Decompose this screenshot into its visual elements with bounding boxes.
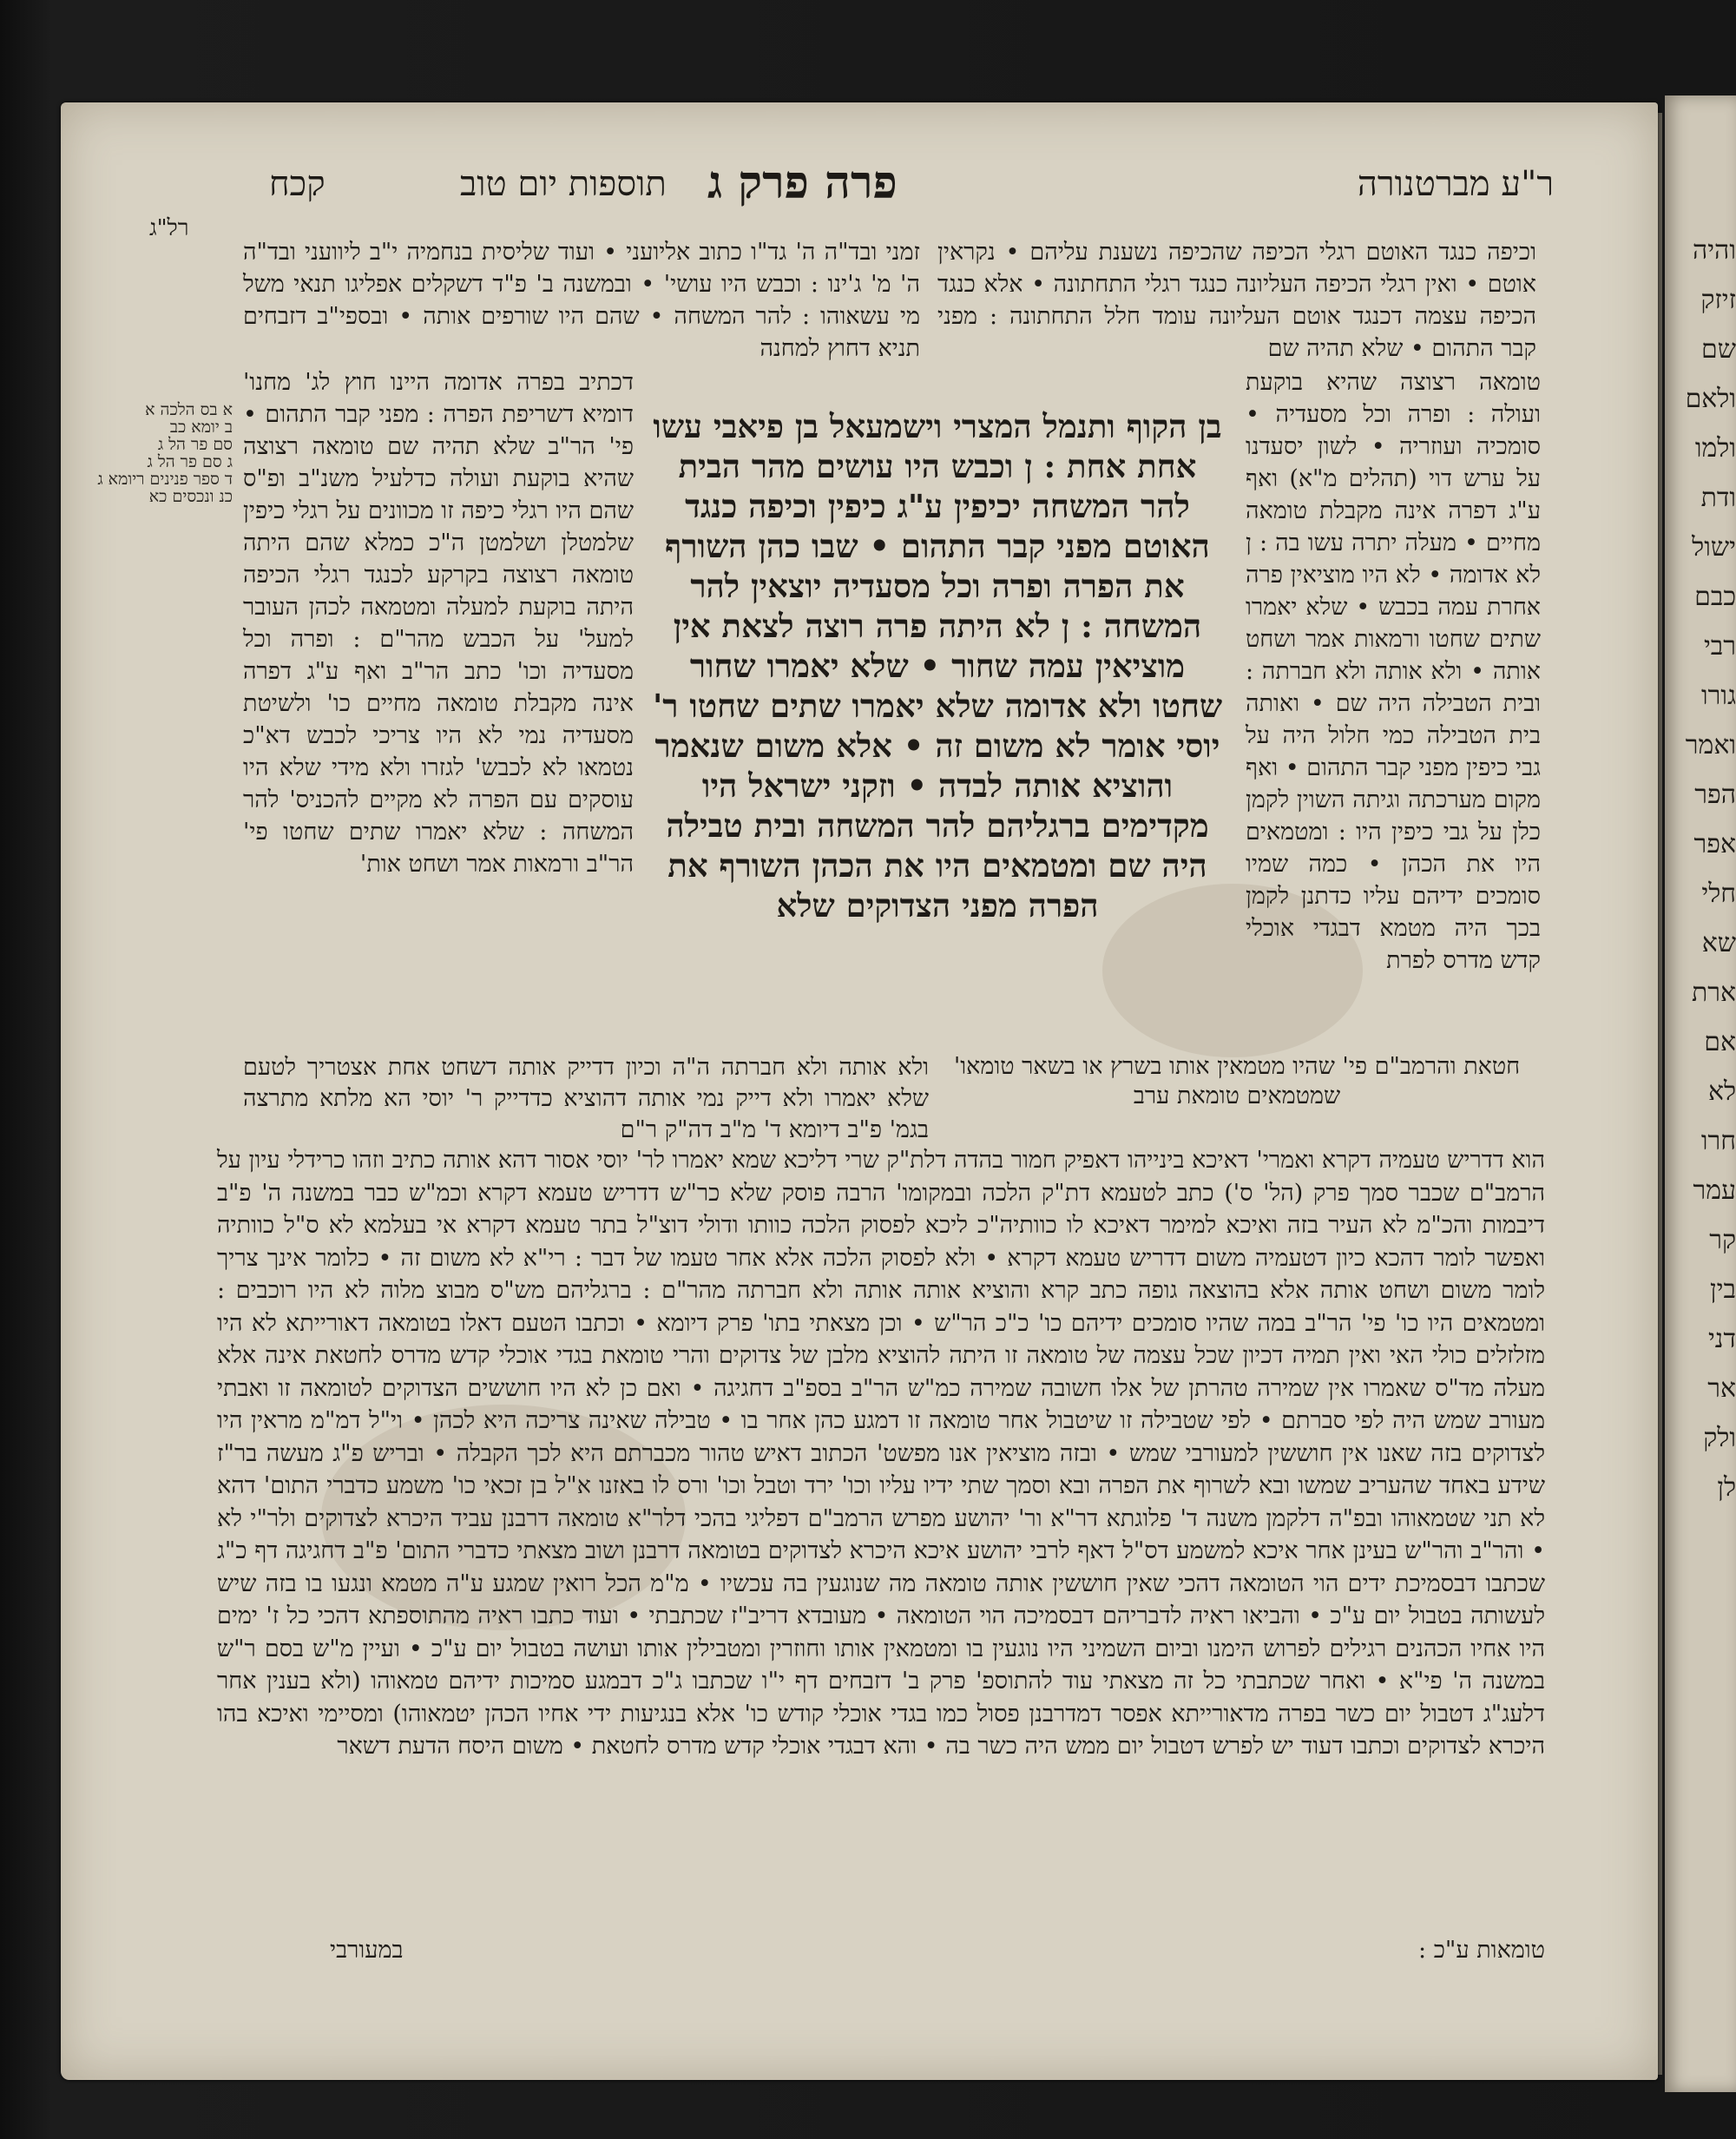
adjacent-page-line: ארת <box>1691 977 1736 1008</box>
bartenura-commentary-tail: חטאת והרמב"ם פי' שהיו מטמאין אותו בשרץ או בשאר טומאו' שמטמאים טומאת ערב <box>953 1053 1521 1109</box>
tosafot-commentary-column: דכתיב בפרה אדומה היינו חוץ לג' מחנו' דומיא דשריפת הפרה : מפני קבר התהום • פי' הר"ב שלא תהיה שם טומאה רצוצה שהיא בוקעת ועולה כדלעיל משנ"ב ופ"ס שהם היו רגלי כיפה זו מכוונים על רגלי כיפין שלמטלן ושלמטן ה"כ כמלא שהם היתה טומאה רצוצה בקרקע לכנגד רגלי הכיפה היתה בוקעת למעלה ומטמאה לכהן העובר למעל' על הכבש מהר"ם : ופרה וכל מסעדיה וכו' כתב הר"ב ואף ע"ג דפרה אינה מקבלת טומאה מחיים כו' ולשיטת מסעדיה נמי לא היו צריכי לכבש דא"כ נטמאו לא לכבש' לגזרו ולא מידי שלא היו עוסקים עם הפרה לא מקיים להכניס' להר המשחה : שלא יאמרו שתים שחטו פי' הר"ב ורמאות אמר ושחט אות' <box>243 369 634 878</box>
adjacent-page-line: גורו <box>1701 681 1736 711</box>
adjacent-page-line: אפר <box>1693 829 1736 859</box>
adjacent-page-line: אם <box>1704 1027 1736 1057</box>
folio-number: קכח <box>269 164 326 204</box>
tosafot-commentary-end <box>330 1934 1545 2004</box>
adjacent-page-line: חלי <box>1701 879 1736 909</box>
adjacent-page-line: לא <box>1707 1076 1736 1107</box>
adjacent-page-line: ולק <box>1703 1423 1736 1453</box>
tosafot-end-text: טומאות ע"כ : <box>1418 1937 1545 1964</box>
adjacent-page-line: ולמו <box>1694 433 1736 464</box>
marginal-reference: כנ ונכסים כא <box>148 487 233 506</box>
adjacent-page-line: ואמר <box>1685 730 1736 760</box>
secondary-folio-number: רל"ג <box>149 215 189 241</box>
tosafot-commentary-top: זמני ובד"ה ה' גד"ו כתוב אליועני • ועוד שליסית בנחמיה י"ב ליוועני ובד"ה ה' מ' ג'ינו : וכבש היו עושי' • ובמשנה ב' פ"ד דשקלים אפליגו תנאי משל מי עשאוהו : להר המשחה • שהם היו שורפים אותה • ובספי"ב דזבחים תניא דחוץ למחנה <box>243 239 920 362</box>
adjacent-page-line: והיה <box>1692 235 1736 266</box>
adjacent-page-line: ולאם <box>1685 384 1736 414</box>
marginal-reference: א בס הלכה א <box>145 400 233 419</box>
bartenura-commentary-top: וכיפה כנגד האוטם רגלי הכיפה שהכיפה נשענת עליהם • נקראין אוטם • ואין רגלי הכיפה העליונה כנגד רגלי התחתונה • אלא כנגד הכיפה עצמה דכנגד אוטם העליונה עומד חלל התחתונה : מפני קבר התהום • שלא תהיה שם <box>937 239 1536 362</box>
mishnah-text: בן הקוף ותנמל המצרי וישמעאל בן פיאבי עשו אחת אחת : ן וכבש היו עושים מהר הבית להר המשחה יכיפין ע"ג כיפין וכיפה כנגד האוטם מפני קבר התהום • שבו כהן השורף את הפרה ופרה וכל מסעדיה יוצאין להר המשחה : ן לא היתה פרה רוצה לצאת אין מוציאין עמה שחור • שלא יאמרו שחור שחטו ולא אדומה שלא יאמרו שתים שחטו ר' יוסי אומר לא משום זה • אלא משום שנאמר והוציא אותה לבדה • וזקני ישראל היו מקדימים ברגליהם להר המשחה ובית טבילה היה שם ומטמאים היו את הכהן השורף את הפרה מפני הצדוקים שלא <box>652 407 1223 925</box>
adjacent-page-line: שם <box>1701 334 1736 365</box>
bartenura-commentary-column: טומאה רצוצה שהיא בוקעת ועולה : ופרה וכל מסעדיה • סומכיה ועוזריה • לשון יסעדנו על ערש דוי (תהלים מ"א) ואף ע"ג דפרה אינה מקבלת טומאה מחיים • מעלה יתרה עשו בה : ן לא אדומה • לא היו מוציאין פרה אחרת עמה בכבש • שלא יאמרו שתים שחטו ורמאות אמר ושחט אותה • ולא אותה ולא חברתה : ובית הטבילה היה שם • ואותה בית הטבילה כמי חלול היה על גבי כיפין מפני קבר התהום • ואף מקום מערכתה וגיתה השוין לקמן כלן על גבי כיפין היו : ומטמאים היו את הכהן • כמה שמיו סומכים ידיהם עליו כדתנן לקמן בכך היה מטמא דבגדי אוכלי קדש מדרס לפרת <box>1246 369 1541 974</box>
adjacent-page-line: שא <box>1701 928 1736 958</box>
adjacent-page-line: הפר <box>1694 780 1736 810</box>
running-header <box>269 156 1554 224</box>
header-tractate-chapter: פרה פרק ג <box>707 156 898 209</box>
tosafot-commentary-tail: ולא אותה ולא חברתה ה"ה וכיון דדייק אותה דשחט אחת אצטריך לטעם שלא יאמרו ולא דייק נמי אותה דהוציא כדדייק ר' יוסי הא מלתא מתרצה בגמ' פ"ב דיומא ד' מ"ב דה"ק ר"ם <box>243 1054 929 1143</box>
adjacent-page-line: רבי <box>1703 631 1736 661</box>
marginal-reference: ג סם פר הל ג <box>147 452 233 471</box>
adjacent-page-line: ישול <box>1692 532 1736 563</box>
tosafot-end-catchword: במעורבי <box>330 1937 404 1964</box>
adjacent-page-line: קר <box>1709 1225 1736 1255</box>
adjacent-page-line: דני <box>1707 1324 1736 1354</box>
marginal-reference: ב יומא כב <box>169 418 233 437</box>
marginal-reference: ד ספר פנינים ריומא ג <box>97 470 233 489</box>
adjacent-page-line: אר <box>1707 1373 1736 1404</box>
adjacent-page-line: לן <box>1717 1472 1736 1503</box>
header-tosafot-title: תוספות יום טוב <box>460 164 667 204</box>
adjacent-page <box>1665 95 1736 2092</box>
adjacent-page-text <box>1665 226 1736 1512</box>
header-bartenura-title: ר"ע מברטנורה <box>1357 164 1554 204</box>
adjacent-page-line: ודת <box>1700 483 1736 513</box>
marginal-references <box>97 400 233 506</box>
adjacent-page-line: בין <box>1710 1274 1736 1305</box>
marginal-reference: סם פר הל ג <box>157 435 233 454</box>
adjacent-page-line: חרו <box>1700 1126 1736 1156</box>
adjacent-page-line: עמר <box>1693 1175 1736 1206</box>
tosafot-commentary-bottom: הוא דדריש טעמיה דקרא ואמרי' דאיכא בינייהו דאפיק חמור בהדה דלת"ק שרי דליכא שמא יאמרו לר' יוסי אסור דהא אותה כתיב וזהו כרידלי עיון על הרמב"ם שכבר סמך פרק (הל' ס') כתב לטעמא דת"ק הלכה ובמקומו' הרבה פוסק שלא כר"ש דדריש טעמא דקרא וכמ"ש כבר במשנה ה' פ"ב דיבמות והכ"מ לא העיר בזה ואיכא למימר דאיכא לו כוותיה"כ ליכא לפסוק הלכה כוותו ודולי דוצ"ל בתר טעמא דקרא אי בעלמא לא ס"ל כוותיה ואפשר לומר דהכא כיון דטעמיה משום דדריש טעמא דקרא • ולא לפסוק הלכה אלא אחר טעמו של דבר : רי"א לא משום זה • כלומר אינך צריך לומר משום ושחט אותה אלא בהוצאה גופה כתב קרא והוציא אותה אותה ולא חברתה מהר"ם : ברגליהם מש"ס מבוצ מלוה לא היו רוכבים : ומטמאים היו כו' פי' הר"ב במה שהיו סומכים ידיהם כו' כ"כ הר"ש • וכן מצאתי בתו' פרק דיומא • וכתבו הטעם דאלו בטומאה דאורייתא לא היו מזלזלים כולי האי ואין תמיה דכיון שכל עצמה של טומאה זו היתה להוציא מלבן של צדוקים והרי טומאת בגדי אוכלי קדש מדרס לחטאת אינה אלא מעלה מד"ס שאמרו אין שמירה טהרתן של אלו חשובה שמירה כמ"ש הר"ב בספ"ב דחגיגה • ואם כן לא היו חוששים הצדוקים לטומאה זו ואבתי מעורב שמש היה לפי סברתם • לפי שטבילה זו שיטבול אחר טומאה זו דמגע כהן אחר בו • טבילה שאינה צריכה היא לכהן • וי"ל דמ"מ מראין היו לצדוקים בזה שאנו אין חוששין למעורבי שמש • ובזה מוציאין אנו מפשט' הכתוב דאיש טהור מכברתם היא לכך הקבלה • ובריש פ"ג מעשה בר"ז שידע באחד שהעריב שמשו ובא לשרוף את הפרה ובא וסמך שתי ידיו עליו וכו' ירד וטבל וכו' ורס לו באזנו א"ל בן זכאי כו' משמע כדברי התום' דהא לא תני שטמאוהו ובפ"ה דלקמן משנה ד' פלוגתא דר"א ור' יהושע מפרש הרמב"ם דפליגי בהכי דלר"א טומאה דרבנן עביד היכרא לצדוקים ולר"י לא • והר"ב והר"ש בעינן אחר איכא למשמע דס"ל דאף לרבי יהושע איכא היכרא לצדוקים בטומאה דרבנן ושוב מצאתי כדברי התום' פ"ב דחגיגה דף כ"ג שכתבו דבסמיכת ידים הוי הטומאה דהכי שאין חוששין אותה טומאה מה שנוגעין בה עכשיו • מ"מ הכל רואין שמגע ע"ה מטמא ונגעו בו בזה שיש לעשותה בטבול יום ע"כ • והביאו ראיה לדבריהם דבסמיכה הוי הטומאה • מעובדא דריב"ז שכתבתי • ועוד כתבו ראיה מהתוספתא דהכי כל ז' ימים היו אחיו הכהנים רגילים לפרוש הימנו וביום השמיני היו נוגעין בו ומטמאין אותו וחוזרין ומטבילין אותו ועושה בטבול יום ע"כ • ועיין מ"ש בסם ר"ש במשנה ה' פי"א • ואחר שכתבתי כל זה מצאתי עוד להתוספ' פרק ב' דזבחים דף י"ו שכתבו ג"כ דבמגע סמיכות ידיהם טמאוהו (ולא בענין אחר דלעג"ג דטבול יום כשר בפרה מדאורייתא אפסר דמדרבנן פסול כמו בגדי אוכלי קודש כו' אלא בנגיעות ידי אחיו הכהן יטמאוהו) ומסיימי ואיכא בהו היכרא לצדוקים וכתבו דעוד יש לפרש דטבול יום ממש היה כשר בה • והא דבגדי אוכלי קדש מדרס לחטאת • משום היסח הדעת דשאר <box>217 1147 1545 1760</box>
adjacent-page-line: כבם <box>1694 582 1736 612</box>
adjacent-page-line: זיזק <box>1700 285 1736 315</box>
